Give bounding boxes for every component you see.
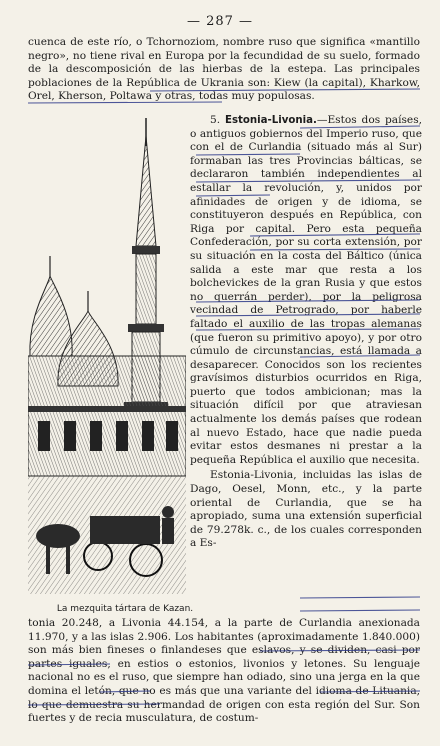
bottom-paragraph: tonia 20.248, a Livonia 44.154, a la parte de Curlandia anexionada 11.970, y a las islas 2.906. Los habitantes (aproximadamente 1.840.000) son más bien fineses o finlandeses que eslavos, y se dividen, casi por partes iguales, en estios o estonios, livonios y letones. Su lenguaje nacional no es el ruso, que siempre han odiado, sino una jerga en la que domina el letón, que no es más que una variante del idioma de Lituania, lo que demuestra su hermandad de origen con esta región del Sur. Son fuertes y de recia musculatura, de costum- xyxy=(28,617,420,725)
section-title: Estonia-Livonia. xyxy=(224,115,317,126)
section-paragraph-1-text: —Estos dos países, o antiguos gobiernos del Imperio ruso, que con el de Curlandia (situado más al Sur) formaban las tres Provincias bálticas, se declararon también independientes al estallar la revolución, y, unidos por afinidades de origen y de idioma, se constituyeron después en República, con Riga por capital. Pero esta pequeña Confederación, por su corta extensión, por su situación en la costa del Báltico (única salida a este mar que resta a los bolchevickes de la gran Rusia y que estos no querrán perder), por la peligrosa vecindad de Petrogrado, por haberle faltado el auxilio de las tropas alemanas (que fueron su primitivo apoyo), y por otro cúmulo de circunstancias, está llamada a desaparecer. Conocidos son los recientes gravísimos disturbios ocurridos en Riga, puerto que todos ambicionan; mas la situación difícil por que atraviesan actualmente los demás países que rodean al nuevo Estado, hace que nadie pueda evitar estos desmanes ni prestar a la pequeña República el auxilio que necesita. xyxy=(190,114,422,466)
section-number: 5. xyxy=(210,114,221,126)
mosque-engraving-icon xyxy=(28,116,186,594)
page-number: — 287 — xyxy=(186,14,254,29)
section-estonia-livonia xyxy=(190,114,422,551)
figure-caption: La mezquita tártara de Kazan. xyxy=(56,604,194,614)
top-paragraph: cuenca de este río, o Tchornoziom, nombre ruso que significa «mantillo negro», no tiene rival en Europa por la fecundidad de su suelo, formado de la descomposición de las hierbas de la estepa. Las principales poblaciones de la República de Ukrania son: Kiew (la capital), Kharkow, Orel, Kherson, Poltawa y otras, todas muy populosas. xyxy=(28,36,420,103)
section-paragraph-1 xyxy=(190,114,422,467)
mosque-illustration xyxy=(28,116,186,594)
section-paragraph-2: Estonia-Livonia, incluidas las islas de Dago, Oesel, Monn, etc., y la parte oriental de Curlandia, que se ha apropiado, suma una extensión superficial de 79.278k. c., de los cuales corresponden a Es- xyxy=(190,469,422,550)
